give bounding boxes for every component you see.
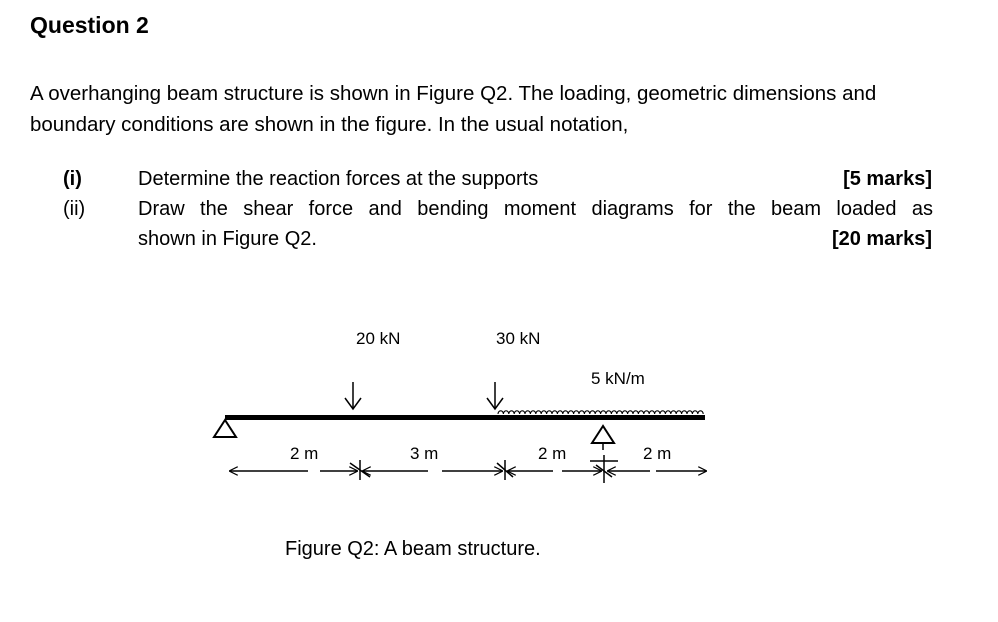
figure-caption: Figure Q2: A beam structure. (285, 538, 541, 560)
span-4-label: 2 m (643, 444, 672, 463)
span-3-label: 2 m (538, 444, 567, 463)
load-2-label: 30 kN (496, 329, 541, 348)
part-ii-marks: [20 marks] (831, 228, 932, 250)
dimension-ticks (350, 455, 618, 483)
part-ii-text-line1: Draw the shear force and bending moment diagrams for the beam loaded as (138, 198, 933, 220)
question-intro: A overhanging beam structure is shown in Figure Q2. The loading, geometric dimensions and boundary conditions are shown in the figure. In the usual notation, (30, 82, 877, 136)
udl-coil (498, 411, 703, 414)
part-i-label: (i) (63, 168, 82, 190)
load-1-label: 20 kN (356, 329, 401, 348)
udl-label: 5 kN/m (591, 369, 645, 388)
question-title: Question 2 (30, 12, 149, 38)
part-ii-text-line2: shown in Figure Q2. (138, 228, 317, 250)
udl-coil-path (498, 411, 703, 414)
span-2-label: 3 m (410, 444, 439, 463)
right-pin-support (592, 426, 614, 443)
part-i-marks: [5 marks] (843, 168, 932, 190)
part-ii-label: (ii) (63, 198, 86, 220)
beam (225, 415, 705, 420)
span-1-label: 2 m (290, 444, 319, 463)
left-pin-support (214, 420, 236, 437)
part-i-text: Determine the reaction forces at the supports (138, 168, 539, 190)
